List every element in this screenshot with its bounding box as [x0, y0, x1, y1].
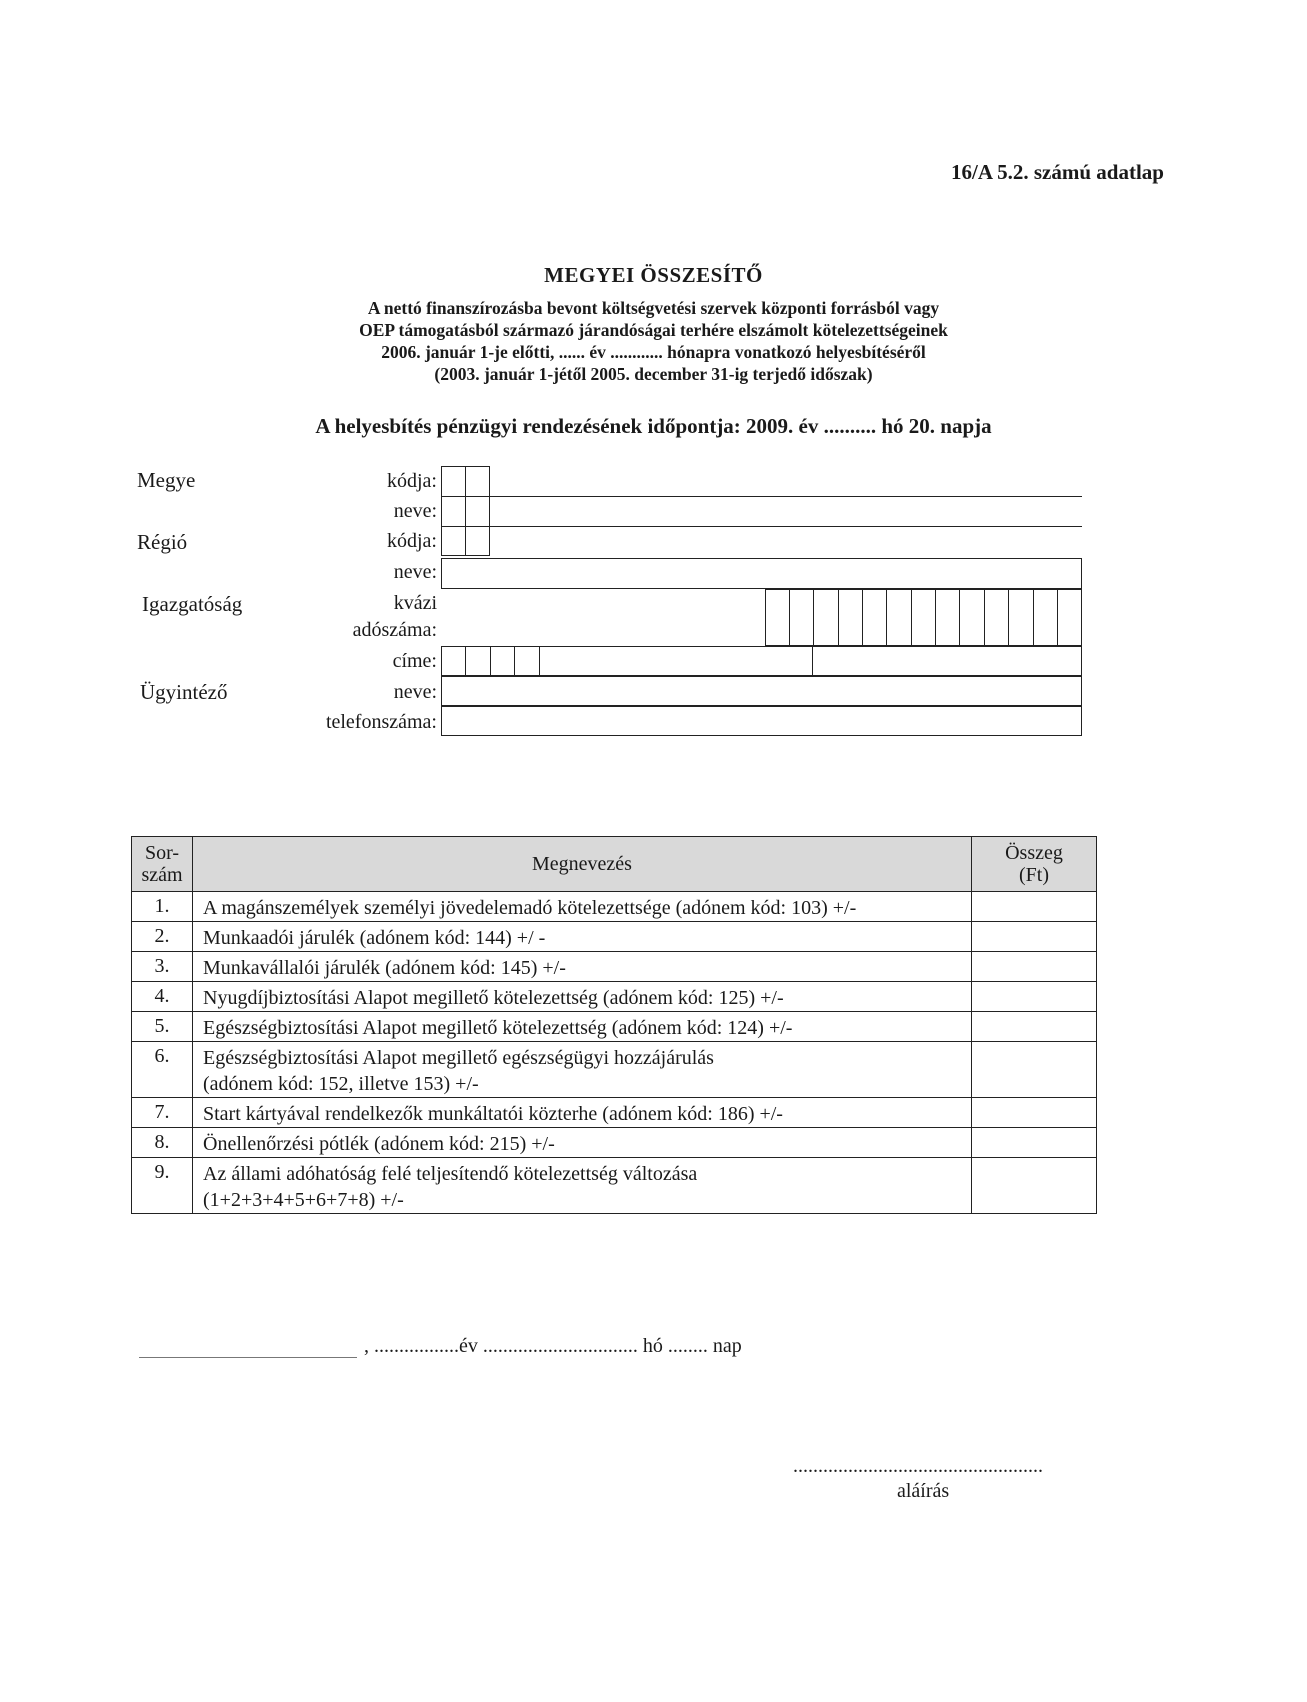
place-input-line[interactable]	[139, 1357, 357, 1358]
signature-label: aláírás	[897, 1480, 950, 1502]
row-number: 8.	[132, 1128, 193, 1158]
megye-kodja-line[interactable]	[490, 496, 1082, 497]
label-ugyintezo: Ügyintéző	[140, 680, 228, 704]
table-row	[132, 892, 1097, 922]
date-line: , .................év ............................... hó ........ nap	[364, 1335, 742, 1357]
tax-digit-divider	[1008, 589, 1009, 646]
table-row	[132, 922, 1097, 952]
tax-digit-divider	[959, 589, 960, 646]
row-description: Start kártyával rendelkezők munkáltatói közterhe (adónem kód: 186) +/-	[193, 1098, 972, 1128]
signature-line[interactable]: ..................................................	[793, 1455, 1043, 1477]
row-number: 9.	[132, 1158, 193, 1214]
row-number: 2.	[132, 922, 193, 952]
col-sorszam-header: Sor- szám	[132, 837, 193, 892]
tax-digit-divider	[789, 589, 790, 646]
tax-digit-divider	[813, 589, 814, 646]
row-description: Egészségbiztosítási Alapot megillető kötelezettség (adónem kód: 124) +/-	[193, 1012, 972, 1042]
label-regio-kodja: kódja:	[387, 530, 437, 552]
row-number: 3.	[132, 952, 193, 982]
tax-digit-divider	[862, 589, 863, 646]
label-adoszama: adószáma:	[352, 619, 437, 641]
row-amount-field[interactable]	[972, 982, 1097, 1012]
row-number: 7.	[132, 1098, 193, 1128]
clerk-phone-field[interactable]	[441, 706, 1082, 736]
row-description: Egészségbiztosítási Alapot megillető egészségügyi hozzájárulás (adónem kód: 152, illetve 153) +/-	[193, 1042, 972, 1098]
label-igazgatosag: Igazgatóság	[142, 592, 243, 616]
label-megye-kodja: kódja:	[387, 470, 437, 492]
row-number: 5.	[132, 1012, 193, 1042]
label-ugyintezo-neve: neve:	[393, 681, 437, 703]
tax-digit-divider	[886, 589, 887, 646]
clerk-name-field[interactable]	[441, 676, 1082, 706]
table-row	[132, 952, 1097, 982]
tax-digit-divider	[984, 589, 985, 646]
subtitle-line-1: A nettó finanszírozásba bevont költségvetési szervek központi forrásból vagy	[367, 298, 940, 318]
row-amount-field[interactable]	[972, 1098, 1097, 1128]
table-row	[132, 1128, 1097, 1158]
row-description: Munkavállalói járulék (adónem kód: 145) +/-	[193, 952, 972, 982]
items-table	[131, 836, 1097, 1214]
subtitle-line-4: (2003. január 1-jétől 2005. december 31-ig terjedő időszak)	[434, 364, 873, 384]
subtitle-line-3: 2006. január 1-je előtti, ...... év ............ hónapra vonatkozó helyesbítéséről	[381, 342, 926, 362]
row-description: Önellenőrzési pótlék (adónem kód: 215) +/-	[193, 1128, 972, 1158]
table-row	[132, 1042, 1097, 1098]
label-cime: címe:	[392, 650, 437, 672]
row-description: Nyugdíjbiztosítási Alapot megillető kötelezettség (adónem kód: 125) +/-	[193, 982, 972, 1012]
row-description: A magánszemélyek személyi jövedelemadó kötelezettsége (adónem kód: 103) +/-	[193, 892, 972, 922]
col-osszeg-header: Összeg (Ft)	[972, 837, 1097, 892]
megye-neve-line[interactable]	[490, 526, 1082, 527]
postcode-divider	[465, 646, 466, 676]
tax-digit-divider	[1033, 589, 1034, 646]
row-amount-field[interactable]	[972, 922, 1097, 952]
table-row	[132, 1098, 1097, 1128]
table-row	[132, 982, 1097, 1012]
label-regio: Régió	[137, 530, 188, 554]
postcode-divider	[539, 646, 540, 676]
row-number: 6.	[132, 1042, 193, 1098]
row-amount-field[interactable]	[972, 1042, 1097, 1098]
row-amount-field[interactable]	[972, 952, 1097, 982]
col-megnevezes-header: Megnevezés	[193, 837, 972, 892]
postcode-divider	[514, 646, 515, 676]
tax-digit-divider	[1057, 589, 1058, 646]
row-amount-field[interactable]	[972, 892, 1097, 922]
code-box-divider	[441, 526, 490, 527]
address-field[interactable]	[441, 646, 1082, 676]
tax-digit-divider	[935, 589, 936, 646]
page-title: MEGYEI ÖSSZESÍTŐ	[544, 263, 763, 287]
form-id: 16/A 5.2. számú adatlap	[951, 160, 1164, 184]
postcode-divider	[490, 646, 491, 676]
code-box-divider	[465, 466, 466, 556]
row-description: Az állami adóhatóság felé teljesítendő kötelezettség változása (1+2+3+4+5+6+7+8) +/-	[193, 1158, 972, 1214]
tax-digit-divider	[911, 589, 912, 646]
tax-digit-divider	[838, 589, 839, 646]
settlement-date: A helyesbítés pénzügyi rendezésének időpontja: 2009. év .......... hó 20. napja	[315, 414, 992, 438]
subtitle-line-2: OEP támogatásból származó járandóságai terhére elszámolt kötelezettségeinek	[359, 320, 948, 340]
row-description: Munkaadói járulék (adónem kód: 144) +/ -	[193, 922, 972, 952]
label-megye: Megye	[137, 468, 196, 492]
row-amount-field[interactable]	[972, 1012, 1097, 1042]
row-number: 4.	[132, 982, 193, 1012]
row-amount-field[interactable]	[972, 1128, 1097, 1158]
table-row	[132, 1012, 1097, 1042]
label-regio-neve: neve:	[393, 561, 437, 583]
code-box-divider	[441, 496, 490, 497]
regio-name-field[interactable]	[441, 558, 1082, 589]
row-amount-field[interactable]	[972, 1158, 1097, 1214]
label-kvazi: kvázi	[393, 592, 437, 614]
table-header-row	[132, 837, 1097, 892]
label-megye-neve: neve:	[393, 500, 437, 522]
table-row	[132, 1158, 1097, 1214]
row-number: 1.	[132, 892, 193, 922]
label-telefonszama: telefonszáma:	[325, 711, 437, 733]
address-divider	[812, 646, 813, 676]
